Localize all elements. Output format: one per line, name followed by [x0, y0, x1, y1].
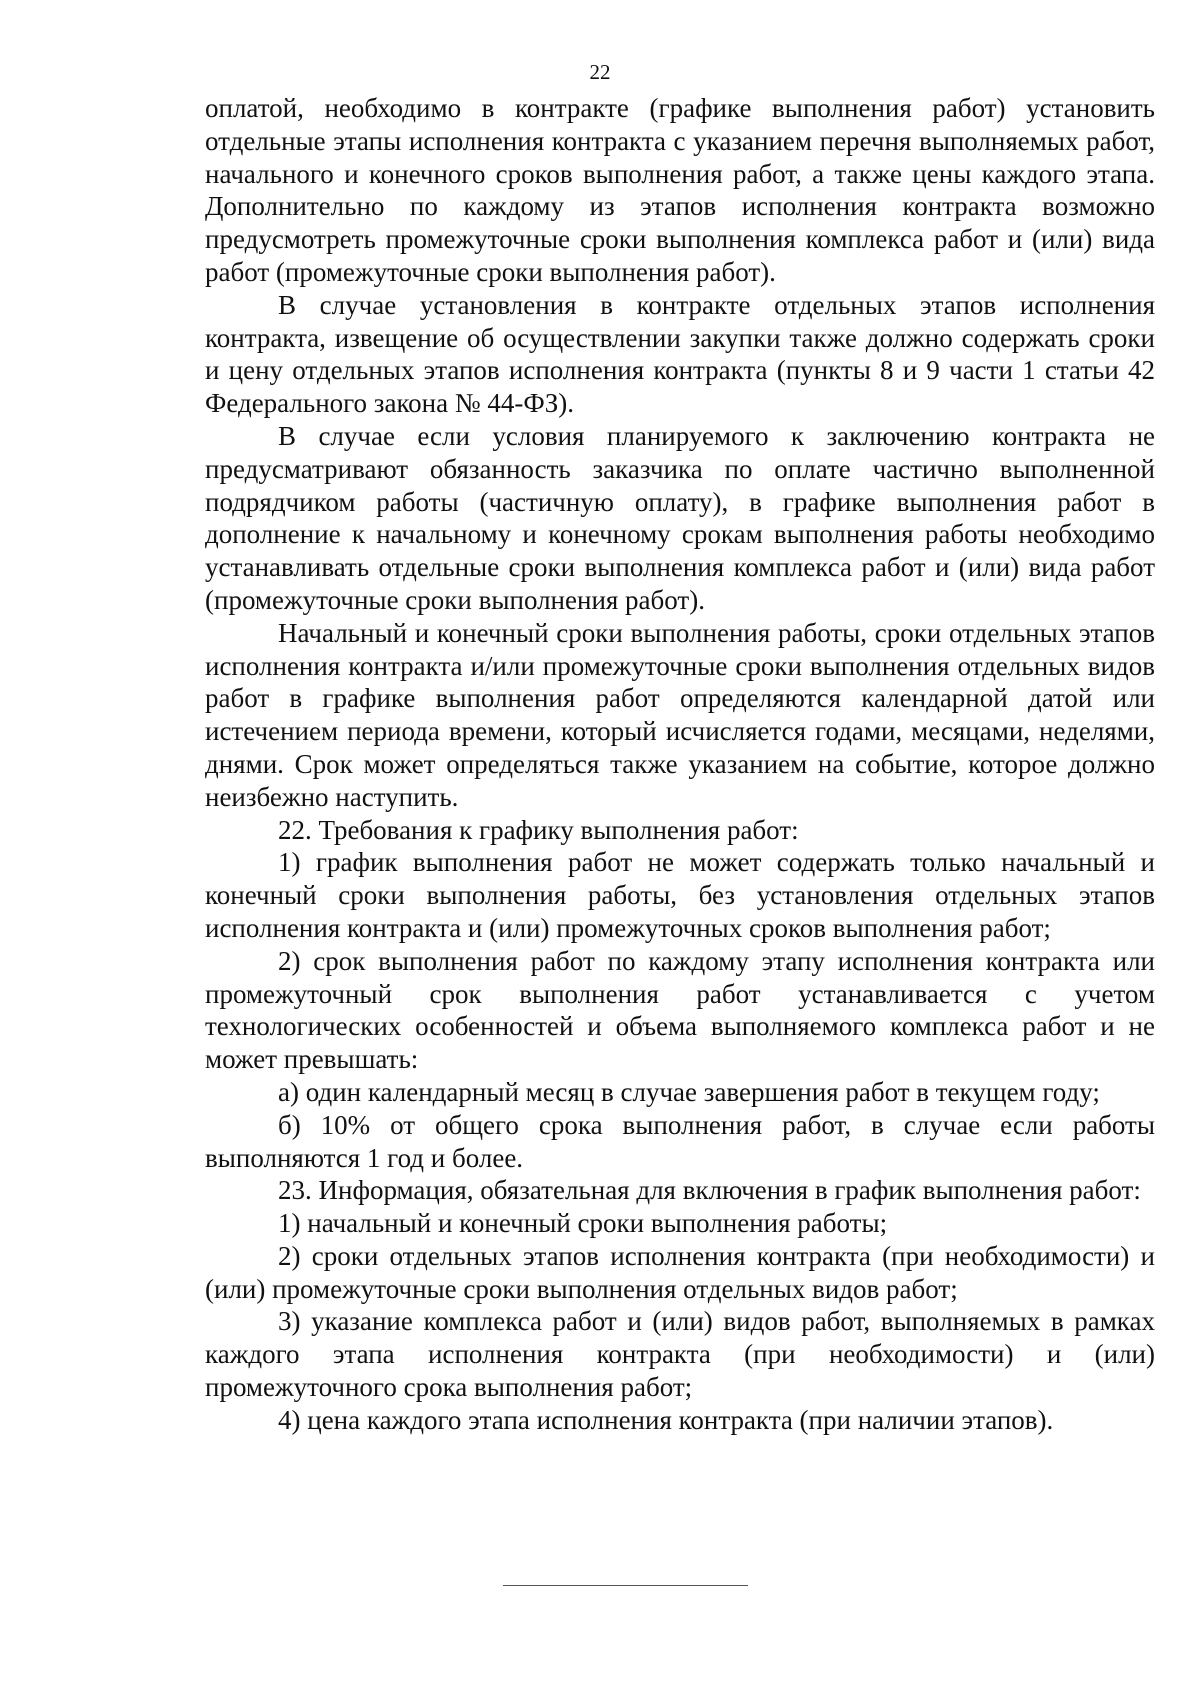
document-body [205, 92, 1155, 1437]
footnote-divider [503, 1585, 748, 1586]
page-number: 22 [589, 60, 611, 84]
paragraph-deadline-definition: Начальный и конечный сроки выполнения работы, сроки отдельных этапов исполнения контракта и/или промежуточные сроки выполнения отдельных видов работ в графике выполнения работ определяются календарной датой или истечением периода времени, который исчисляется годами, месяцами, неделями, днями. Срок может определяться также указанием на событие, которое должно неизбежно наступить. [205, 617, 1155, 812]
section-heading-23: 23. Информация, обязательная для включения в график выполнения работ: [278, 1175, 1141, 1206]
list-item-23-1: 1) начальный и конечный сроки выполнения работы; [278, 1208, 888, 1239]
list-item-22-2-b: б) 10% от общего срока выполнения работ, в случае если работы выполняются 1 год и более. [205, 1109, 1155, 1173]
list-item-22-2: 2) срок выполнения работ по каждому этапу исполнения контракта или промежуточный срок выполнения работ устанавливается с учетом технологических особенностей и объема выполняемого комплекса работ и не может превышать: [205, 945, 1155, 1075]
list-item-22-2-a: а) один календарный месяц в случае завершения работ в текущем году; [278, 1076, 1100, 1107]
list-item-23-4: 4) цена каждого этапа исполнения контракта (при наличии этапов). [278, 1404, 1054, 1435]
list-item-22-1: 1) график выполнения работ не может содержать только начальный и конечный сроки выполнения работы, без установления отдельных этапов исполнения контракта и (или) промежуточных сроков выполнения работ; [205, 847, 1155, 943]
paragraph-continuation: оплатой, необходимо в контракте (графике выполнения работ) установить отдельные этапы исполнения контракта с указанием перечня выполняемых работ, начального и конечного сроков выполнения работ, а также цены каждого этапа. Дополнительно по каждому из этапов исполнения контракта возможно предусмотреть промежуточные сроки выполнения комплекса работ и (или) вида работ (промежуточные сроки выполнения работ). [205, 93, 1155, 287]
list-item-23-3: 3) указание комплекса работ и (или) видов работ, выполняемых в рамках каждого этапа исполнения контракта (при необходимости) и (или) промежуточного срока выполнения работ; [205, 1306, 1155, 1403]
paragraph-stages-in-notice: В случае установления в контракте отдельных этапов исполнения контракта, извещение об осуществлении закупки также должно содержать сроки и цену отдельных этапов исполнения контракта (пункты 8 и 9 части 1 статьи 42 Федерального закона № 44-ФЗ). [205, 289, 1155, 419]
list-item-23-2: 2) сроки отдельных этапов исполнения контракта (при необходимости) и (или) промежуточные сроки выполнения отдельных видов работ; [205, 1240, 1155, 1304]
section-heading-22: 22. Требования к графику выполнения работ: [278, 814, 799, 845]
paragraph-no-partial-payment: В случае если условия планируемого к заключению контракта не предусматривают обязанность заказчика по оплате частично выполненной подрядчиком работы (частичную оплату), в графике выполнения работ в дополнение к начальному и конечному срокам выполнения работы необходимо устанавливать отдельные сроки выполнения комплекса работ и (или) вида работ (промежуточные сроки выполнения работ). [205, 420, 1155, 615]
